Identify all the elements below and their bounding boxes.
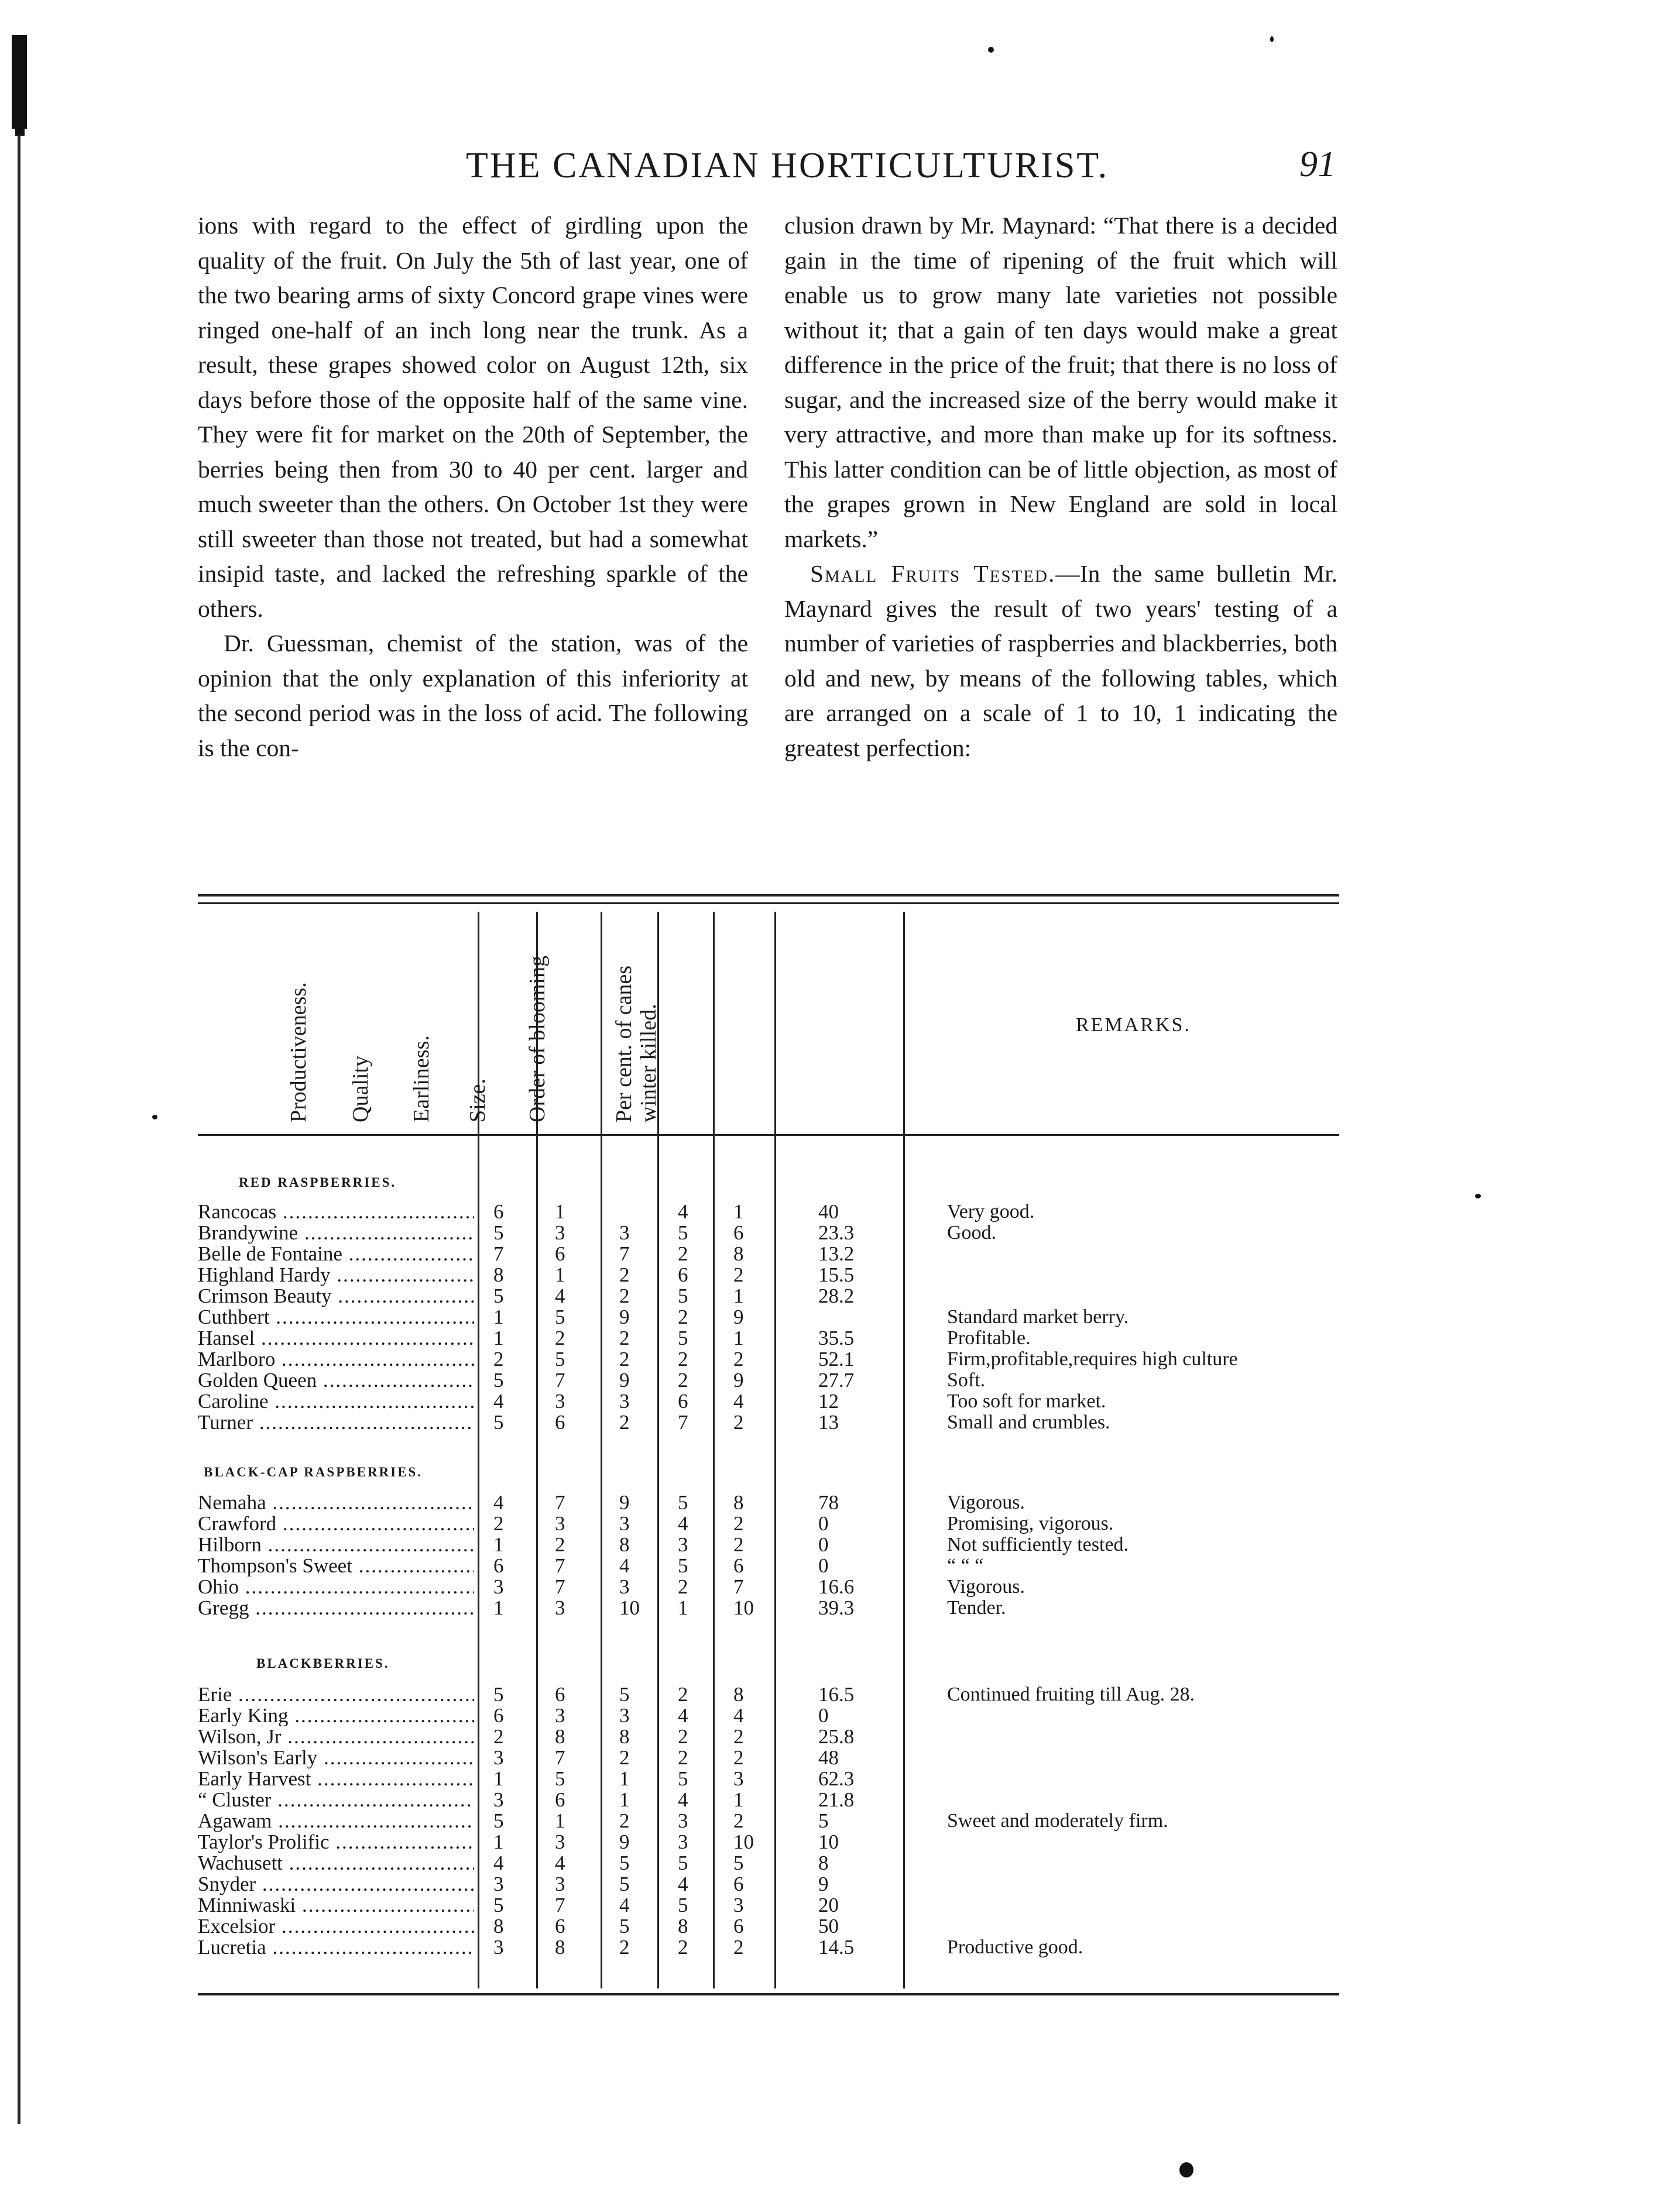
quality-value: 7 [555, 1894, 565, 1916]
table-row [198, 1832, 1339, 1853]
blooming-order-value: 2 [733, 1411, 744, 1434]
quality-value: 6 [555, 1915, 565, 1938]
quality-value: 7 [555, 1554, 565, 1577]
productiveness-value: 5 [493, 1894, 504, 1916]
variety-name: Golden Queen ..... [198, 1370, 474, 1391]
blooming-order-value: 8 [733, 1242, 744, 1265]
table-row [198, 1555, 1339, 1576]
productiveness-value: 3 [493, 1936, 504, 1959]
quality-value: 5 [555, 1306, 565, 1328]
productiveness-value: 8 [493, 1915, 504, 1938]
table-row [198, 1244, 1339, 1265]
col-header-percent-killed-2: winter killed. [636, 1004, 661, 1122]
size-value: 6 [678, 1390, 688, 1413]
quality-value: 3 [555, 1390, 565, 1413]
speck [1270, 36, 1274, 42]
productiveness-value: 6 [493, 1554, 504, 1577]
variety-name: Hansel ..... [198, 1328, 474, 1349]
table-row [198, 1811, 1339, 1832]
earliness-value: 2 [619, 1746, 630, 1769]
col-header-quality: Quality [348, 1056, 373, 1122]
winter-killed-value: 40 [818, 1200, 839, 1223]
size-value: 6 [678, 1263, 688, 1286]
size-value: 3 [678, 1809, 688, 1832]
productiveness-value: 1 [493, 1767, 504, 1790]
variety-name: Nemaha ..... [198, 1492, 474, 1513]
productiveness-value: 5 [493, 1411, 504, 1434]
winter-killed-value: 20 [818, 1894, 839, 1916]
productiveness-value: 3 [493, 1575, 504, 1598]
quality-value: 5 [555, 1348, 565, 1371]
size-value: 4 [678, 1200, 688, 1223]
blooming-order-value: 6 [733, 1915, 744, 1938]
speck [1179, 2162, 1193, 2177]
paragraph: ions with regard to the effect of girdling upon the quality of the fruit. On July the 5th of last year, one of the two bearing arms of sixty Concord grape vines were ringed one-half of an inch long near the trunk. As a result, these grapes showed color on August 12th, six days before those of the opposite half of the same vine. They were fit for market on the 20th of September, the berries being then from 30 to 40 per cent. larger and much sweeter than the others. On October 1st they were still sweeter than those not treated, but had a somewhat insipid taste, and lacked the refreshing sparkle of the others. [198, 212, 748, 622]
productiveness-value: 2 [493, 1348, 504, 1371]
table-row [198, 1576, 1339, 1598]
table-row [198, 1684, 1339, 1705]
table-row [198, 1412, 1339, 1433]
remarks-text: Tender. [947, 1597, 1006, 1619]
remarks-text: “ “ “ [947, 1555, 984, 1576]
productiveness-value: 3 [493, 1746, 504, 1769]
quality-value: 3 [555, 1512, 565, 1535]
size-value: 5 [678, 1894, 688, 1916]
winter-killed-value: 16.6 [818, 1575, 855, 1598]
quality-value: 3 [555, 1221, 565, 1244]
remarks-text: Too soft for market. [947, 1390, 1106, 1412]
earliness-value: 2 [619, 1936, 630, 1959]
quality-value: 3 [555, 1596, 565, 1619]
variety-name: Wachusett ..... [198, 1853, 474, 1874]
blooming-order-value: 4 [733, 1704, 744, 1727]
winter-killed-value: 13 [818, 1411, 839, 1434]
productiveness-value: 5 [493, 1221, 504, 1244]
earliness-value: 4 [619, 1894, 630, 1916]
table-row [198, 1937, 1339, 1958]
variety-name: Gregg ..... [198, 1598, 474, 1619]
productiveness-value: 1 [493, 1533, 504, 1556]
blooming-order-value: 3 [733, 1767, 744, 1790]
table-row [198, 1265, 1339, 1286]
blooming-order-value: 5 [733, 1852, 744, 1874]
productiveness-value: 5 [493, 1284, 504, 1307]
table-rule-top [198, 894, 1339, 897]
productiveness-value: 1 [493, 1306, 504, 1328]
earliness-value: 1 [619, 1788, 630, 1811]
table-row [198, 1391, 1339, 1412]
remarks-text: Very good. [947, 1201, 1035, 1222]
blooming-order-value: 2 [733, 1512, 744, 1535]
variety-name: Rancocas ..... [198, 1201, 474, 1222]
size-value: 3 [678, 1533, 688, 1556]
earliness-value: 9 [619, 1830, 630, 1853]
variety-name: Early Harvest ..... [198, 1768, 474, 1789]
quality-value: 3 [555, 1830, 565, 1853]
size-value: 4 [678, 1788, 688, 1811]
earliness-value: 8 [619, 1725, 630, 1748]
variety-name: Agawam ..... [198, 1811, 474, 1832]
winter-killed-value: 50 [818, 1915, 839, 1938]
table-row [198, 1201, 1339, 1222]
winter-killed-value: 25.8 [818, 1725, 855, 1748]
col-header-order-of-blooming: Order of blooming [525, 956, 550, 1122]
table-row [198, 1705, 1339, 1726]
blooming-order-value: 6 [733, 1873, 744, 1895]
productiveness-value: 2 [493, 1725, 504, 1748]
quality-value: 7 [555, 1369, 565, 1392]
productiveness-value: 1 [493, 1327, 504, 1349]
winter-killed-value: 48 [818, 1746, 839, 1769]
table-row [198, 1328, 1339, 1349]
table-row [198, 1747, 1339, 1768]
size-value: 5 [678, 1767, 688, 1790]
winter-killed-value: 27.7 [818, 1369, 855, 1392]
table-row [198, 1286, 1339, 1307]
quality-value: 7 [555, 1491, 565, 1514]
table-row [198, 1307, 1339, 1328]
size-value: 4 [678, 1873, 688, 1895]
productiveness-value: 1 [493, 1596, 504, 1619]
productiveness-value: 4 [493, 1491, 504, 1514]
table-row [198, 1222, 1339, 1244]
winter-killed-value: 9 [818, 1873, 829, 1895]
variety-name: Highland Hardy ..... [198, 1265, 474, 1286]
speck [1475, 1194, 1481, 1198]
variety-name: Minniwaski ..... [198, 1895, 474, 1916]
remarks-text: Vigorous. [947, 1492, 1025, 1513]
variety-name: Brandywine ..... [198, 1222, 474, 1244]
table-row [198, 1598, 1339, 1619]
remarks-text: Good. [947, 1222, 997, 1244]
blooming-order-value: 1 [733, 1284, 744, 1307]
winter-killed-value: 28.2 [818, 1284, 855, 1307]
productiveness-value: 8 [493, 1263, 504, 1286]
blooming-order-value: 6 [733, 1221, 744, 1244]
blooming-order-value: 1 [733, 1200, 744, 1223]
winter-killed-value: 21.8 [818, 1788, 855, 1811]
blooming-order-value: 2 [733, 1746, 744, 1769]
binding-edge [12, 35, 27, 129]
blooming-order-value: 8 [733, 1683, 744, 1706]
winter-killed-value: 0 [818, 1554, 829, 1577]
paragraph: clusion drawn by Mr. Maynard: “That there is a decided gain in the time of ripening of the fruit which will enable us to grow many late varieties not possible without it; that a gain of ten days would make a great difference in the price of the fruit; that there is no loss of sugar, and the increased size of the berry would make it very attractive, and more than make up for its softness. This latter condition can be of little objection, as most of the grapes grown in New England are sold in local markets.” [784, 212, 1337, 552]
page-edge-line [18, 135, 20, 2124]
variety-name: Wilson, Jr ..... [198, 1726, 474, 1747]
remarks-text: Vigorous. [947, 1576, 1025, 1598]
size-value: 5 [678, 1327, 688, 1349]
blooming-order-value: 9 [733, 1369, 744, 1392]
quality-value: 3 [555, 1704, 565, 1727]
size-value: 2 [678, 1746, 688, 1769]
size-value: 4 [678, 1704, 688, 1727]
col-header-size: Size. [465, 1078, 490, 1122]
table-row [198, 1534, 1339, 1555]
winter-killed-value: 10 [818, 1830, 839, 1853]
earliness-value: 1 [619, 1767, 630, 1790]
running-title: THE CANADIAN HORTICULTURIST. [466, 146, 1109, 186]
size-value: 2 [678, 1683, 688, 1706]
quality-value: 1 [555, 1809, 565, 1832]
table-row [198, 1874, 1339, 1895]
quality-value: 2 [555, 1533, 565, 1556]
earliness-value: 8 [619, 1533, 630, 1556]
blooming-order-value: 1 [733, 1788, 744, 1811]
variety-name: Belle de Fontaine ..... [198, 1244, 474, 1265]
size-value: 8 [678, 1915, 688, 1938]
quality-value: 4 [555, 1284, 565, 1307]
blooming-order-value: 3 [733, 1894, 744, 1916]
earliness-value: 9 [619, 1369, 630, 1392]
earliness-value: 3 [619, 1575, 630, 1598]
quality-value: 1 [555, 1263, 565, 1286]
productiveness-value: 3 [493, 1788, 504, 1811]
table-rule-head [198, 1134, 1339, 1136]
small-fruits-table [198, 894, 1339, 2006]
quality-value: 7 [555, 1746, 565, 1769]
winter-killed-value: 0 [818, 1512, 829, 1535]
blooming-order-value: 2 [733, 1533, 744, 1556]
earliness-value: 10 [619, 1596, 640, 1619]
blooming-order-value: 6 [733, 1554, 744, 1577]
winter-killed-value: 12 [818, 1390, 839, 1413]
earliness-value: 5 [619, 1915, 630, 1938]
winter-killed-value: 14.5 [818, 1936, 855, 1959]
remarks-text: Continued fruiting till Aug. 28. [947, 1684, 1195, 1705]
table-row [198, 1492, 1339, 1513]
earliness-value: 2 [619, 1327, 630, 1349]
table-row [198, 1726, 1339, 1747]
winter-killed-value: 78 [818, 1491, 839, 1514]
blooming-order-value: 2 [733, 1263, 744, 1286]
blooming-order-value: 2 [733, 1809, 744, 1832]
col-header-remarks: REMARKS. [1076, 1014, 1191, 1036]
table-row [198, 1895, 1339, 1916]
blooming-order-value: 9 [733, 1306, 744, 1328]
size-value: 5 [678, 1221, 688, 1244]
quality-value: 5 [555, 1767, 565, 1790]
blooming-order-value: 2 [733, 1348, 744, 1371]
earliness-value: 9 [619, 1491, 630, 1514]
page-header [0, 145, 1667, 198]
size-value: 2 [678, 1936, 688, 1959]
productiveness-value: 1 [493, 1830, 504, 1853]
table-row [198, 1768, 1339, 1789]
speck [988, 47, 994, 53]
variety-name: Marlboro ..... [198, 1349, 474, 1370]
winter-killed-value: 35.5 [818, 1327, 855, 1349]
table-row [198, 1370, 1339, 1391]
earliness-value: 7 [619, 1242, 630, 1265]
quality-value: 6 [555, 1683, 565, 1706]
size-value: 1 [678, 1596, 688, 1619]
earliness-value: 2 [619, 1411, 630, 1434]
winter-killed-value: 13.2 [818, 1242, 855, 1265]
variety-name: Ohio ..... [198, 1576, 474, 1598]
size-value: 4 [678, 1512, 688, 1535]
earliness-value: 5 [619, 1852, 630, 1874]
productiveness-value: 6 [493, 1200, 504, 1223]
size-value: 5 [678, 1852, 688, 1874]
size-value: 2 [678, 1348, 688, 1371]
variety-name: Excelsior ..... [198, 1916, 474, 1937]
table-row [198, 1513, 1339, 1534]
quality-value: 2 [555, 1327, 565, 1349]
remarks-text: Promising, vigorous. [947, 1513, 1114, 1534]
blooming-order-value: 2 [733, 1725, 744, 1748]
quality-value: 7 [555, 1575, 565, 1598]
quality-value: 6 [555, 1788, 565, 1811]
winter-killed-value: 5 [818, 1809, 829, 1832]
left-column [198, 208, 748, 765]
earliness-value: 9 [619, 1306, 630, 1328]
size-value: 2 [678, 1725, 688, 1748]
variety-name: Thompson's Sweet ..... [198, 1555, 474, 1576]
table-row [198, 1853, 1339, 1874]
size-value: 7 [678, 1411, 688, 1434]
earliness-value: 5 [619, 1873, 630, 1895]
winter-killed-value: 16.5 [818, 1683, 855, 1706]
size-value: 2 [678, 1306, 688, 1328]
productiveness-value: 2 [493, 1512, 504, 1535]
quality-value: 8 [555, 1725, 565, 1748]
winter-killed-value: 62.3 [818, 1767, 855, 1790]
col-header-productiveness: Productiveness. [286, 982, 311, 1122]
remarks-text: Profitable. [947, 1327, 1031, 1349]
size-value: 2 [678, 1369, 688, 1392]
col-header-percent-killed-1: Per cent. of canes [612, 966, 636, 1122]
table-rule-bottom [198, 1993, 1339, 1995]
winter-killed-value: 0 [818, 1704, 829, 1727]
winter-killed-value: 52.1 [818, 1348, 855, 1371]
size-value: 2 [678, 1575, 688, 1598]
blooming-order-value: 7 [733, 1575, 744, 1598]
variety-name: Hilborn ..... [198, 1534, 474, 1555]
variety-name: Crawford ..... [198, 1513, 474, 1534]
earliness-value: 3 [619, 1512, 630, 1535]
remarks-text: Not sufficiently tested. [947, 1534, 1129, 1555]
blooming-order-value: 4 [733, 1390, 744, 1413]
size-value: 5 [678, 1554, 688, 1577]
variety-name: Wilson's Early ..... [198, 1747, 474, 1768]
variety-name: Lucretia ..... [198, 1937, 474, 1958]
earliness-value: 2 [619, 1348, 630, 1371]
blooming-order-value: 10 [733, 1830, 754, 1853]
blooming-order-value: 1 [733, 1327, 744, 1349]
speck [152, 1115, 157, 1119]
variety-name: Cuthbert ..... [198, 1307, 474, 1328]
paragraph [784, 557, 1337, 765]
size-value: 5 [678, 1491, 688, 1514]
quality-value: 4 [555, 1852, 565, 1874]
earliness-value: 5 [619, 1683, 630, 1706]
productiveness-value: 3 [493, 1873, 504, 1895]
variety-name: Turner ..... [198, 1412, 474, 1433]
winter-killed-value: 39.3 [818, 1596, 855, 1619]
remarks-text: Soft. [947, 1369, 986, 1391]
size-value: 5 [678, 1284, 688, 1307]
section-label-red-raspberries: RED RASPBERRIES. [239, 1175, 397, 1190]
quality-value: 3 [555, 1873, 565, 1895]
earliness-value: 3 [619, 1704, 630, 1727]
variety-name: Crimson Beauty ..... [198, 1286, 474, 1307]
section-heading: Small Fruits Tested. [810, 560, 1056, 587]
page-number: 91 [1299, 145, 1336, 184]
earliness-value: 4 [619, 1554, 630, 1577]
earliness-value: 2 [619, 1809, 630, 1832]
productiveness-value: 7 [493, 1242, 504, 1265]
section-label-blackberries: BLACKBERRIES. [256, 1656, 390, 1671]
quality-value: 8 [555, 1936, 565, 1959]
productiveness-value: 4 [493, 1852, 504, 1874]
earliness-value: 2 [619, 1263, 630, 1286]
remarks-text: Small and crumbles. [947, 1411, 1110, 1433]
earliness-value: 2 [619, 1284, 630, 1307]
productiveness-value: 4 [493, 1390, 504, 1413]
remarks-text: Standard market berry. [947, 1306, 1129, 1328]
table-row [198, 1349, 1339, 1370]
variety-name: Taylor's Prolific ..... [198, 1832, 474, 1853]
earliness-value: 3 [619, 1221, 630, 1244]
blooming-order-value: 10 [733, 1596, 754, 1619]
variety-name: Snyder ..... [198, 1874, 474, 1895]
remarks-text: Productive good. [947, 1936, 1083, 1958]
quality-value: 6 [555, 1411, 565, 1434]
remarks-text: Firm,profitable,requires high culture [947, 1348, 1238, 1370]
quality-value: 6 [555, 1242, 565, 1265]
section-label-black-cap-raspberries: BLACK-CAP RASPBERRIES. [204, 1465, 423, 1479]
winter-killed-value: 23.3 [818, 1221, 855, 1244]
table-row [198, 1916, 1339, 1937]
variety-name: “ Cluster ..... [198, 1789, 474, 1811]
table-row [198, 1789, 1339, 1811]
size-value: 3 [678, 1830, 688, 1853]
quality-value: 1 [555, 1200, 565, 1223]
winter-killed-value: 0 [818, 1533, 829, 1556]
remarks-text: Sweet and moderately firm. [947, 1810, 1168, 1832]
blooming-order-value: 2 [733, 1936, 744, 1959]
col-header-earliness: Earliness. [409, 1035, 434, 1122]
paragraph-text: —In the same bulletin Mr. Maynard gives the result of two years' testing of a number of varieties of raspberries and blackberries, both old and new, by means of the following tables, which are arranged on a scale of 1 to 10, 1 indicating the greatest perfection: [784, 560, 1338, 761]
size-value: 2 [678, 1242, 688, 1265]
winter-killed-value: 15.5 [818, 1263, 855, 1286]
blooming-order-value: 8 [733, 1491, 744, 1514]
variety-name: Erie ..... [198, 1684, 474, 1705]
right-column [784, 208, 1337, 765]
productiveness-value: 5 [493, 1683, 504, 1706]
table-rule-top-thin [198, 902, 1339, 904]
paragraph: Dr. Guessman, chemist of the station, was of the opinion that the only explanation of this inferiority at the second period was in the loss of acid. The following is the con- [198, 630, 748, 761]
variety-name: Early King ..... [198, 1705, 474, 1726]
productiveness-value: 5 [493, 1809, 504, 1832]
productiveness-value: 5 [493, 1369, 504, 1392]
winter-killed-value: 8 [818, 1852, 829, 1874]
earliness-value: 3 [619, 1390, 630, 1413]
variety-name: Caroline ..... [198, 1391, 474, 1412]
productiveness-value: 6 [493, 1704, 504, 1727]
